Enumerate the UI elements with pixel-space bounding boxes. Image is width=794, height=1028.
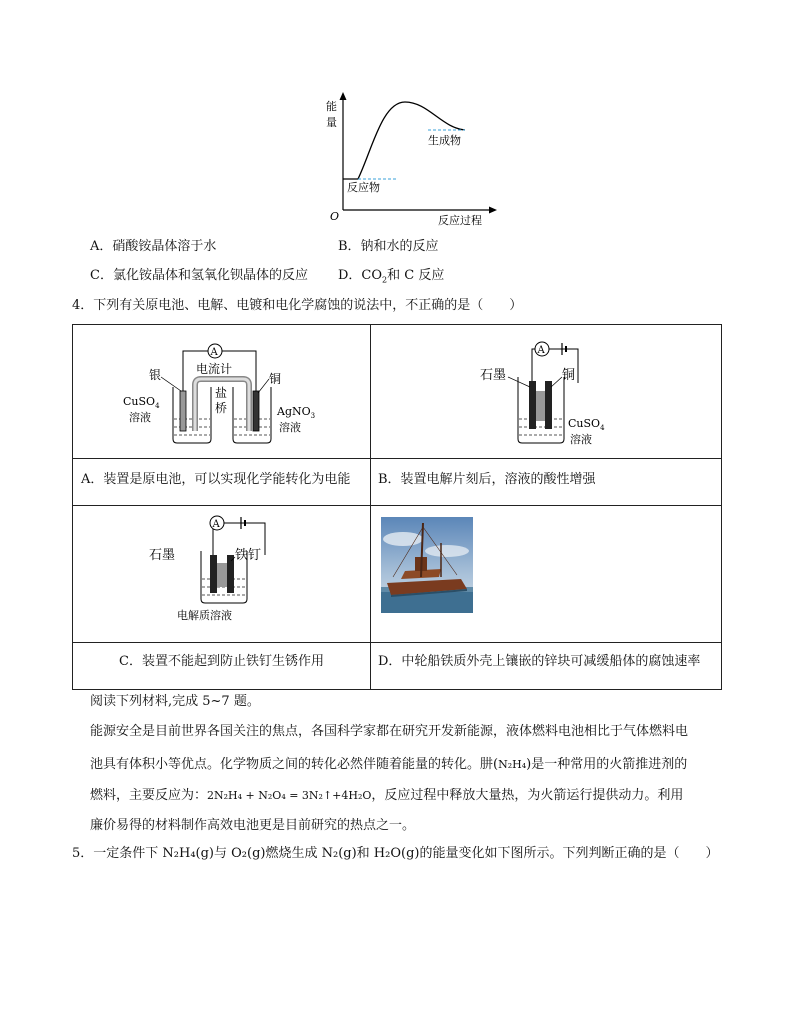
q4-stem: 4．下列有关原电池、电解、电镀和电化学腐蚀的说法中，不正确的是（ ）: [72, 298, 523, 313]
graphite-electrode: [529, 381, 536, 429]
electrolyte-label: 电解质溶液: [177, 609, 232, 622]
cell-c-diagram: [149, 515, 305, 625]
q4-table: [72, 324, 722, 690]
ammeter-label: A: [212, 519, 220, 530]
nail-label: 铁钉: [235, 548, 262, 563]
x-axis-arrow: [489, 207, 497, 214]
option-d-prefix: D．CO: [338, 268, 383, 283]
reading-line-2-b: 是一种常用的火箭推进剂的: [531, 757, 688, 772]
silver-label: 银: [149, 368, 162, 382]
graphite-electrode: [210, 555, 217, 593]
energy-diagram: [310, 90, 500, 230]
option-d: [338, 267, 444, 290]
option-c: C．氯化铵晶体和氢氧化钡晶体的反应: [90, 268, 308, 283]
agno3-label: AgNO$_3$: [277, 405, 316, 420]
reading-intro: 阅读下列材料,完成 5~7 题。: [90, 694, 260, 709]
silver-electrode: [180, 391, 186, 431]
table-hline-1: [73, 458, 721, 459]
reading-line-3: [90, 787, 730, 805]
graphite-label: 石墨: [149, 548, 176, 563]
reaction-equation: 2N₂H₄ + N₂O₄ = 3N₂↑+4H₂O: [207, 789, 372, 802]
salt-bridge-label-1: 盐: [215, 386, 228, 400]
cuso4-label: CuSO$_4$: [123, 395, 160, 410]
option-a: A．硝酸铵晶体溶于水: [90, 239, 217, 254]
table-hline-3: [73, 642, 721, 643]
reading-line-2: 池具有体积小等优点。化学物质之间的转化必然伴随着能量的转化。肼(N₂H₄)是一种常用的火箭推进剂的: [90, 757, 688, 772]
q5-stem: 5．一定条件下 N₂H₄(g)与 O₂(g)燃烧生成 N₂(g)和 H₂O(g)的能量变化如下图所示。下列判断正确的是（ ）: [72, 846, 719, 861]
cuso4-label: CuSO$_4$: [568, 417, 605, 432]
reading-line-3-a: 燃料，主要反应为：: [90, 788, 208, 803]
table-hline-2: [73, 505, 721, 506]
reactant-label: 反应物: [347, 181, 380, 194]
option-d-suffix: 和 C 反应: [387, 268, 445, 283]
meter-label: 电流计: [196, 362, 233, 376]
reading-line-3-b: ，反应过程中释放大量热，为火箭运行提供动力。利用: [371, 788, 684, 803]
rusty-ship-photo: [381, 517, 473, 613]
cell-a-diagram: [121, 339, 341, 449]
option-d-sub: 2: [382, 275, 388, 285]
solution-label: 溶液: [570, 433, 592, 446]
origin-label: O: [330, 210, 340, 223]
left-solution-label: 溶液: [129, 411, 151, 424]
iron-nail-electrode: [227, 555, 234, 593]
copper-electrode: [545, 381, 552, 429]
cell-b-caption: B．装置电解片刻后，溶液的酸性增强: [378, 472, 596, 487]
ammeter-label: A: [210, 347, 218, 358]
copper-electrode: [253, 391, 259, 431]
graphite-label: 石墨: [480, 368, 507, 383]
y-label-2: 量: [326, 116, 337, 129]
copper-label: 铜: [562, 368, 576, 383]
right-solution-label: 溶液: [279, 421, 301, 434]
y-axis-arrow: [340, 92, 347, 100]
table-vdivider: [370, 325, 371, 689]
ammeter-label: A: [537, 345, 545, 356]
option-b: B．钠和水的反应: [338, 239, 439, 254]
y-label-1: 能: [326, 100, 337, 113]
salt-bridge-label-2: 桥: [215, 401, 228, 415]
x-label: 反应过程: [438, 214, 482, 227]
hydrazine-formula: N₂H₄: [498, 758, 527, 771]
cell-c-caption: C．装置不能起到防止铁钉生锈作用: [119, 654, 324, 669]
cell-d-caption: D．中轮船铁质外壳上镶嵌的锌块可减缓船体的腐蚀速率: [378, 654, 701, 669]
reading-line-1: 能源安全是目前世界各国关注的焦点，各国科学家都在研究开发新能源，液体燃料电池相比于气体燃料电: [90, 724, 689, 739]
copper-label: 铜: [269, 372, 282, 386]
product-label: 生成物: [428, 134, 461, 147]
reading-line-4: 廉价易得的材料制作高效电池更是目前研究的热点之一。: [90, 818, 416, 833]
reading-line-2-a: 池具有体积小等优点。化学物质之间的转化必然伴随着能量的转化。肼: [90, 757, 494, 772]
cell-a-caption: A．装置是原电池，可以实现化学能转化为电能: [81, 472, 351, 487]
cell-b-diagram: [478, 335, 618, 445]
